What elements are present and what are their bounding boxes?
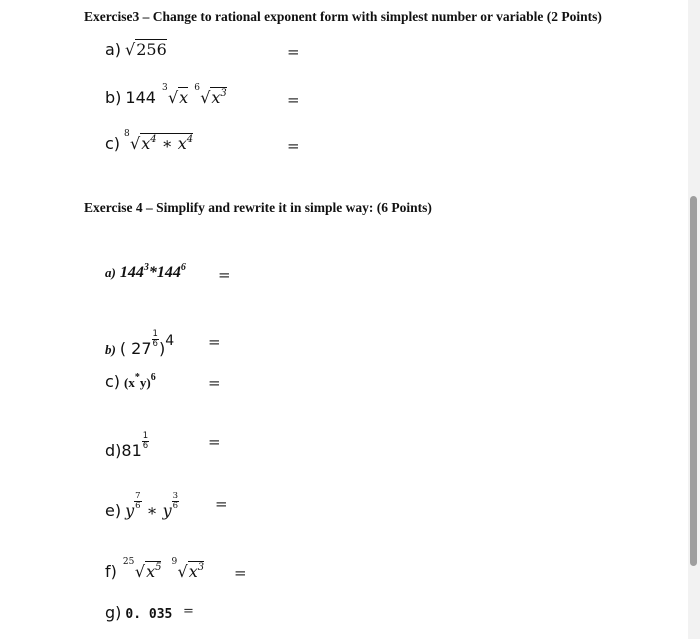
equals-sign: = — [183, 604, 194, 619]
item-label: b) — [105, 342, 116, 357]
item-label: b) — [105, 88, 122, 107]
ex3-item-b — [105, 83, 227, 108]
ex3-item-c — [105, 129, 194, 154]
ex4-item-e — [105, 492, 179, 521]
power-expression: 81 $\frac{1}{6}$ — [121, 431, 149, 460]
item-label: d) — [105, 441, 122, 460]
radical-expression: 6 $√x^3$ — [194, 83, 227, 107]
equals-sign: = — [208, 333, 221, 351]
item-label: f) — [105, 562, 117, 581]
power-product: $144^3*144^6$ — [119, 262, 186, 281]
item-label: e) — [105, 501, 122, 520]
ex4-item-c — [105, 372, 156, 392]
coefficient: 144 — [125, 88, 156, 107]
exercise3-title: Exercise3 – Change to rational exponent form with simplest number or variable (2 Points) — [84, 9, 602, 24]
item-label: g) — [105, 603, 122, 622]
radical-expression: 3 √x — [161, 83, 189, 107]
item-label: c) — [105, 372, 121, 391]
radical-expression: 8 $√x^4$ ∗ $x^4$ — [124, 129, 194, 153]
power-expression: $(x^*y)^6$ — [124, 372, 156, 390]
power-product: y $\frac{7}{6}$ ∗ y $\frac{3}{6}$ — [125, 491, 179, 520]
equals-sign: = — [218, 266, 231, 284]
ex4-item-d — [105, 432, 149, 461]
item-label: a) — [105, 40, 122, 59]
equals-sign: = — [287, 137, 300, 155]
ex3-item-a — [105, 40, 167, 60]
exercise4-title: Exercise 4 – Simplify and rewrite it in simple way: (6 Points) — [84, 200, 432, 215]
ex4-item-f — [105, 557, 205, 582]
radical-expression: √256 — [125, 40, 167, 59]
equals-sign: = — [215, 495, 228, 513]
item-label: a) — [105, 265, 116, 280]
scrollbar-thumb[interactable] — [690, 196, 697, 566]
ex4-item-g — [105, 603, 172, 623]
equals-sign: = — [234, 564, 247, 582]
equals-sign: = — [287, 91, 300, 109]
item-label: c) — [105, 134, 121, 153]
vertical-scrollbar[interactable] — [688, 0, 700, 639]
ex4-item-a — [105, 264, 186, 282]
ex4-item-b — [105, 330, 174, 359]
equals-sign: = — [208, 433, 221, 451]
decimal-value: 0. 035 — [125, 607, 173, 622]
equals-sign: = — [287, 43, 300, 61]
radical-expression: 9 $√x^3$ — [171, 557, 205, 581]
power-expression: ( 27 $\frac{1}{6}$ )$^4$ — [119, 329, 175, 358]
equals-sign: = — [208, 374, 221, 392]
radical-expression: 25 $√x^5$ — [122, 557, 162, 581]
